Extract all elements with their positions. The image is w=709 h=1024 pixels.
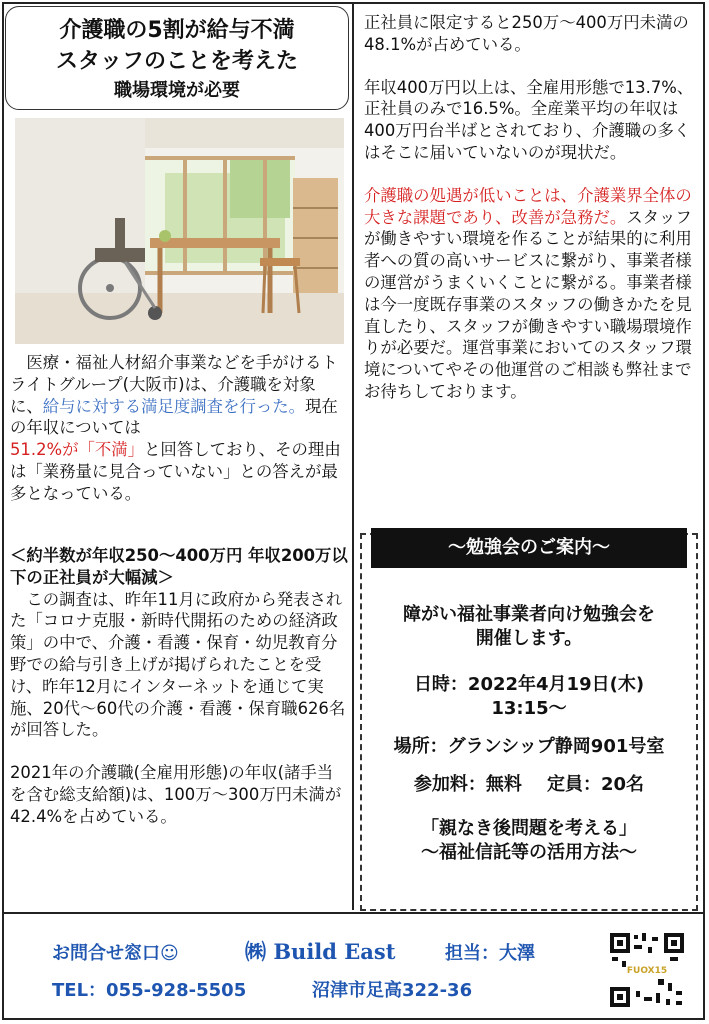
intro-tail: と回答しており、その理由は「業務量に見合っていない」との答えが最多となっている。 [10, 440, 341, 503]
section-subheading: ＜約半数が年収250～400万円 年収200万以下の正社員が大幅減＞ [10, 546, 348, 587]
contact-label: お問合せ窓口☺ [52, 943, 179, 964]
qr-caption: FUOX15 [626, 966, 668, 976]
seminar-theme-1: 「親なき後問題を考える」 [421, 818, 637, 839]
column-divider [352, 4, 354, 910]
closing-highlight: 介護職の処遇が低いことは、介護業界全体の大きな課題であり、改善が急務だ。 [364, 185, 692, 227]
seminar-fee: 参加料：無料 [413, 774, 522, 795]
survey-highlight: 給与に対する満足度調査を行った。 [42, 396, 306, 416]
seminar-place: 場所：グランシップ静岡901号室 [393, 736, 665, 757]
contact-person: 担当：大澤 [445, 943, 535, 964]
over-400-paragraph: 年収400万円以上は、全雇用形態で13.7%、正社員のみで16.5%。全産業平均の年収は400万円台半ばとされており、介護職の多くはそこに届いていないのが現状だ。 [364, 77, 694, 162]
right-column-body [364, 12, 700, 403]
phone-number[interactable]: TEL：055-928-5505 [52, 980, 247, 1001]
seminar-date: 日時：2022年4月19日(木) [413, 674, 645, 695]
footer-divider [4, 912, 705, 914]
income-all-paragraph: 2021年の介護職(全雇用形態)の年収(諸手当を含む総支給額)は、100万～300万円未満が42.4%を占めている。 [10, 763, 342, 826]
intro-mid: 現在の年収については [10, 396, 338, 438]
seminar-box [360, 533, 698, 911]
seminar-time: 13:15～ [491, 698, 567, 719]
qr-code-icon[interactable] [608, 931, 686, 1009]
seminar-theme-2: ～福祉信託等の活用方法～ [421, 842, 637, 863]
seminar-heading: ～勉強会のご案内～ [371, 528, 687, 568]
intro-paragraph [10, 352, 348, 505]
seminar-title-2: 開催します。 [475, 628, 583, 649]
survey-paragraph: この調査は、昨年11月に政府から発表された「コロナ克服・新時代開拓のための経済政策」の中で、介護・看護・保育・幼児教育分野での給与引き上げが掲げられたことを受け、昨年12月にインターネットを通じて実施、20代～60代の介護・看護・保育職626名が回答した。 [10, 589, 346, 740]
company-mark: ㈱ [245, 939, 266, 964]
room-with-wheelchair-photo [15, 118, 344, 344]
company-name [245, 936, 395, 966]
headline-line-3: 職場環境が必要 [114, 80, 240, 101]
company-text: Build East [273, 939, 396, 964]
intro-lead: 医療・福祉人材紹介事業などを手がけるトライトグループ(大阪市)は、介護職を対象に、 [10, 353, 338, 416]
dissatisfied-highlight: 51.2%が「不満」 [10, 440, 145, 460]
seminar-capacity: 定員：20名 [547, 774, 645, 795]
headline-line-1: 介護職の5割が給与不満 [59, 18, 295, 43]
address: 沼津市足高322-36 [312, 980, 473, 1001]
income-regular-paragraph: 正社員に限定すると250万～400万円未満の48.1%が占めている。 [364, 13, 689, 54]
left-column-body [10, 545, 348, 828]
closing-paragraph: スタッフが働きやすい環境を作ることが結果的に利用者への質の高いサービスに繋がり、事業者様の運営がうまくいくことに繋がる。事業者様は今一度既存事業のスタッフの働きかたを見直したり、スタッフが働きやすい職場環境作りが必要だ。運営事業においてのスタッフ環境についてやその他運営のご相談も弊社までお待ちしております。 [364, 207, 692, 401]
headline-line-2: スタッフのことを考えた [55, 49, 298, 74]
headline-box [5, 6, 349, 110]
seminar-title-1: 障がい福祉事業者向け勉強会を [403, 604, 655, 625]
